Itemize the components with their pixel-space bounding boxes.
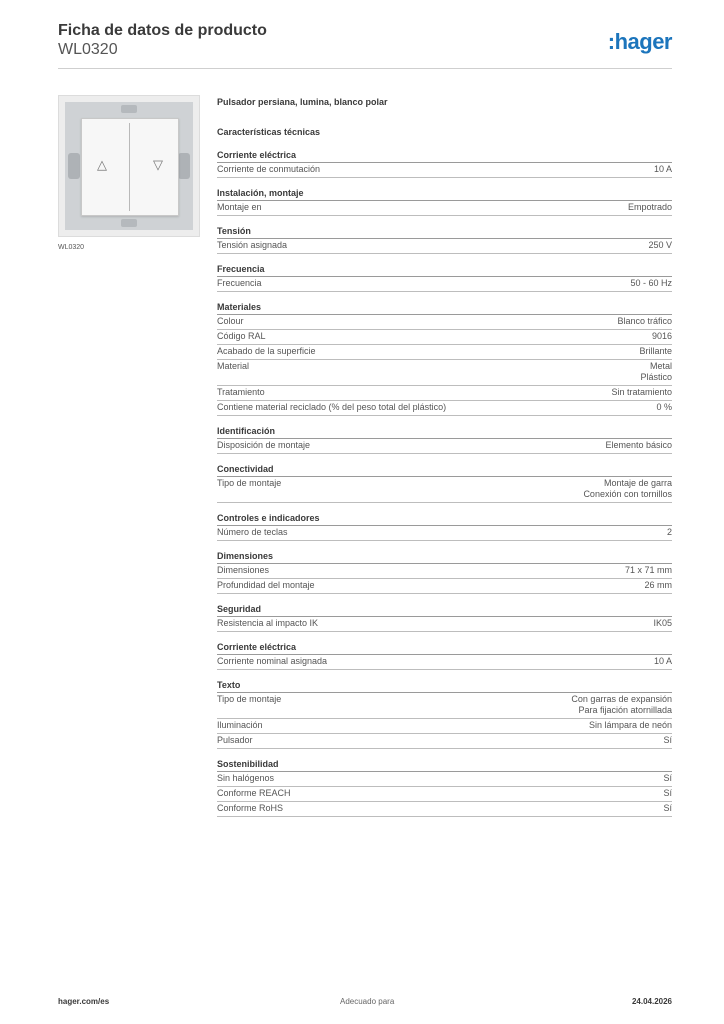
section-title: Sostenibilidad xyxy=(217,758,672,772)
section-title: Materiales xyxy=(217,301,672,315)
spec-row xyxy=(217,802,672,817)
section-title: Dimensiones xyxy=(217,550,672,564)
spec-row xyxy=(217,693,672,719)
spec-label: Tipo de montaje xyxy=(217,478,282,488)
footer-website-link[interactable]: hager.com/es xyxy=(58,997,110,1006)
spec-value xyxy=(653,803,672,814)
spec-value-line: Sin lámpara de neón xyxy=(588,720,672,730)
spec-label: Frecuencia xyxy=(217,278,262,288)
spec-section xyxy=(217,301,672,416)
spec-label: Pulsador xyxy=(217,735,253,745)
switch-frame xyxy=(65,102,193,230)
footer-date: 24.04.2026 xyxy=(631,997,672,1006)
section-title: Controles e indicadores xyxy=(217,512,672,526)
spec-row xyxy=(217,734,672,749)
spec-row xyxy=(217,201,672,216)
spec-label: Corriente nominal asignada xyxy=(217,656,328,666)
spec-section xyxy=(217,225,672,254)
spec-section xyxy=(217,512,672,541)
spec-label: Tensión asignada xyxy=(217,240,288,250)
spec-section xyxy=(217,550,672,594)
spec-value-line: 26 mm xyxy=(644,580,672,590)
spec-value-line: 0 % xyxy=(656,402,672,412)
spec-value xyxy=(644,656,672,667)
product-image xyxy=(58,95,200,237)
spec-value-line: 10 A xyxy=(653,164,672,174)
section-title: Corriente eléctrica xyxy=(217,149,672,163)
spec-value-line: Elemento básico xyxy=(605,440,672,450)
spec-row xyxy=(217,579,672,594)
spec-section xyxy=(217,758,672,817)
spec-label: Sin halógenos xyxy=(217,773,275,783)
section-title: Corriente eléctrica xyxy=(217,641,672,655)
spec-value-line: Blanco tráfico xyxy=(617,316,672,326)
spec-label: Profundidad del montaje xyxy=(217,580,315,590)
spec-row xyxy=(217,163,672,178)
frame-screw xyxy=(178,153,190,179)
spec-label: Material xyxy=(217,361,250,371)
spec-row xyxy=(217,386,672,401)
spec-value-line: 10 A xyxy=(653,656,672,666)
spec-value xyxy=(573,478,672,500)
spec-label: Conforme REACH xyxy=(217,788,291,798)
spec-value-line: 9016 xyxy=(651,331,672,341)
frame-clip xyxy=(121,105,137,113)
spec-value xyxy=(653,773,672,784)
spec-value-line: Plástico xyxy=(640,372,672,382)
hager-logo[interactable]: :hager xyxy=(607,29,672,54)
section-title: Instalación, montaje xyxy=(217,187,672,201)
spec-label: Resistencia al impacto IK xyxy=(217,618,319,628)
spec-section xyxy=(217,187,672,216)
spec-value-line: Brillante xyxy=(639,346,672,356)
section-title: Conectividad xyxy=(217,463,672,477)
spec-label: Iluminación xyxy=(217,720,263,730)
spec-value-line: Sí xyxy=(663,788,672,798)
spec-value-line: Montaje de garra xyxy=(603,478,672,488)
spec-label: Conforme RoHS xyxy=(217,803,284,813)
spec-row xyxy=(217,401,672,416)
spec-row xyxy=(217,772,672,787)
spec-label: Montaje en xyxy=(217,202,262,212)
spec-row xyxy=(217,360,672,386)
spec-value xyxy=(579,720,672,731)
spec-row xyxy=(217,439,672,454)
section-title: Frecuencia xyxy=(217,263,672,277)
spec-section xyxy=(217,641,672,670)
spec-value-line: Conexión con tornillos xyxy=(583,489,672,499)
spec-row xyxy=(217,526,672,541)
spec-row xyxy=(217,787,672,802)
spec-section xyxy=(217,463,672,503)
spec-label: Tipo de montaje xyxy=(217,694,282,704)
spec-value xyxy=(607,316,672,327)
spec-value xyxy=(657,527,672,538)
spec-section xyxy=(217,263,672,292)
spec-value-line: Sí xyxy=(663,773,672,783)
spec-value-line: Sí xyxy=(663,803,672,813)
product-code: WL0320 xyxy=(58,41,118,58)
spec-label: Tratamiento xyxy=(217,387,265,397)
arrow-down-icon: ▽ xyxy=(153,157,163,172)
spec-row xyxy=(217,655,672,670)
image-caption: WL0320 xyxy=(58,244,85,251)
spec-value xyxy=(620,278,672,289)
spec-value xyxy=(644,164,672,175)
spec-sections xyxy=(217,149,672,817)
spec-row xyxy=(217,345,672,360)
spec-label: Disposición de montaje xyxy=(217,440,311,450)
spec-value-line: Para fijación atornillada xyxy=(578,705,672,715)
spec-label: Acabado de la superficie xyxy=(217,346,316,356)
spec-value xyxy=(642,331,672,342)
product-description: Pulsador persiana, lumina, blanco polar xyxy=(217,97,388,107)
spec-section xyxy=(217,425,672,454)
rocker-divider xyxy=(129,123,130,211)
spec-value-line: Con garras de expansión xyxy=(571,694,672,704)
spec-label: Contiene material reciclado (% del peso total del plástico) xyxy=(217,402,447,412)
tech-characteristics-title: Características técnicas xyxy=(217,127,321,137)
section-title: Texto xyxy=(217,679,672,693)
spec-section xyxy=(217,679,672,749)
spec-row xyxy=(217,315,672,330)
spec-label: Colour xyxy=(217,316,244,326)
spec-value-line: Metal xyxy=(649,361,672,371)
spec-value xyxy=(601,387,672,398)
switch-rocker xyxy=(81,118,179,216)
spec-value-line: IK05 xyxy=(653,618,672,628)
spec-value xyxy=(634,580,672,591)
spec-row xyxy=(217,564,672,579)
spec-value xyxy=(643,618,672,629)
footer-suitable-for: Adecuado para xyxy=(340,997,395,1006)
spec-label: Dimensiones xyxy=(217,565,270,575)
section-title: Tensión xyxy=(217,225,672,239)
page-header xyxy=(58,20,672,69)
spec-value-line: 2 xyxy=(666,527,672,537)
page-title: Ficha de datos de producto xyxy=(58,22,267,39)
spec-value-line: 71 x 71 mm xyxy=(624,565,672,575)
spec-row xyxy=(217,477,672,503)
spec-row xyxy=(217,617,672,632)
spec-value xyxy=(615,565,672,576)
spec-label: Código RAL xyxy=(217,331,266,341)
arrow-up-icon: △ xyxy=(97,157,107,172)
spec-value xyxy=(561,694,672,716)
spec-value xyxy=(618,202,672,213)
spec-value-line: Sin tratamiento xyxy=(611,387,672,397)
section-title: Seguridad xyxy=(217,603,672,617)
spec-value xyxy=(629,346,672,357)
frame-screw xyxy=(68,153,80,179)
spec-value-line: Empotrado xyxy=(627,202,672,212)
spec-value xyxy=(630,361,672,383)
spec-content xyxy=(217,95,672,826)
spec-row xyxy=(217,719,672,734)
spec-label: Corriente de conmutación xyxy=(217,164,321,174)
spec-section xyxy=(217,149,672,178)
spec-value xyxy=(646,402,672,413)
spec-value xyxy=(653,735,672,746)
spec-section xyxy=(217,603,672,632)
spec-value-line: 50 - 60 Hz xyxy=(630,278,672,288)
spec-value xyxy=(653,788,672,799)
spec-value xyxy=(638,240,672,251)
spec-value xyxy=(595,440,672,451)
spec-label: Número de teclas xyxy=(217,527,288,537)
frame-clip xyxy=(121,219,137,227)
spec-value-line: 250 V xyxy=(648,240,672,250)
spec-value-line: Sí xyxy=(663,735,672,745)
spec-row xyxy=(217,330,672,345)
spec-row xyxy=(217,239,672,254)
spec-row xyxy=(217,277,672,292)
section-title: Identificación xyxy=(217,425,672,439)
page-footer xyxy=(58,997,672,1009)
